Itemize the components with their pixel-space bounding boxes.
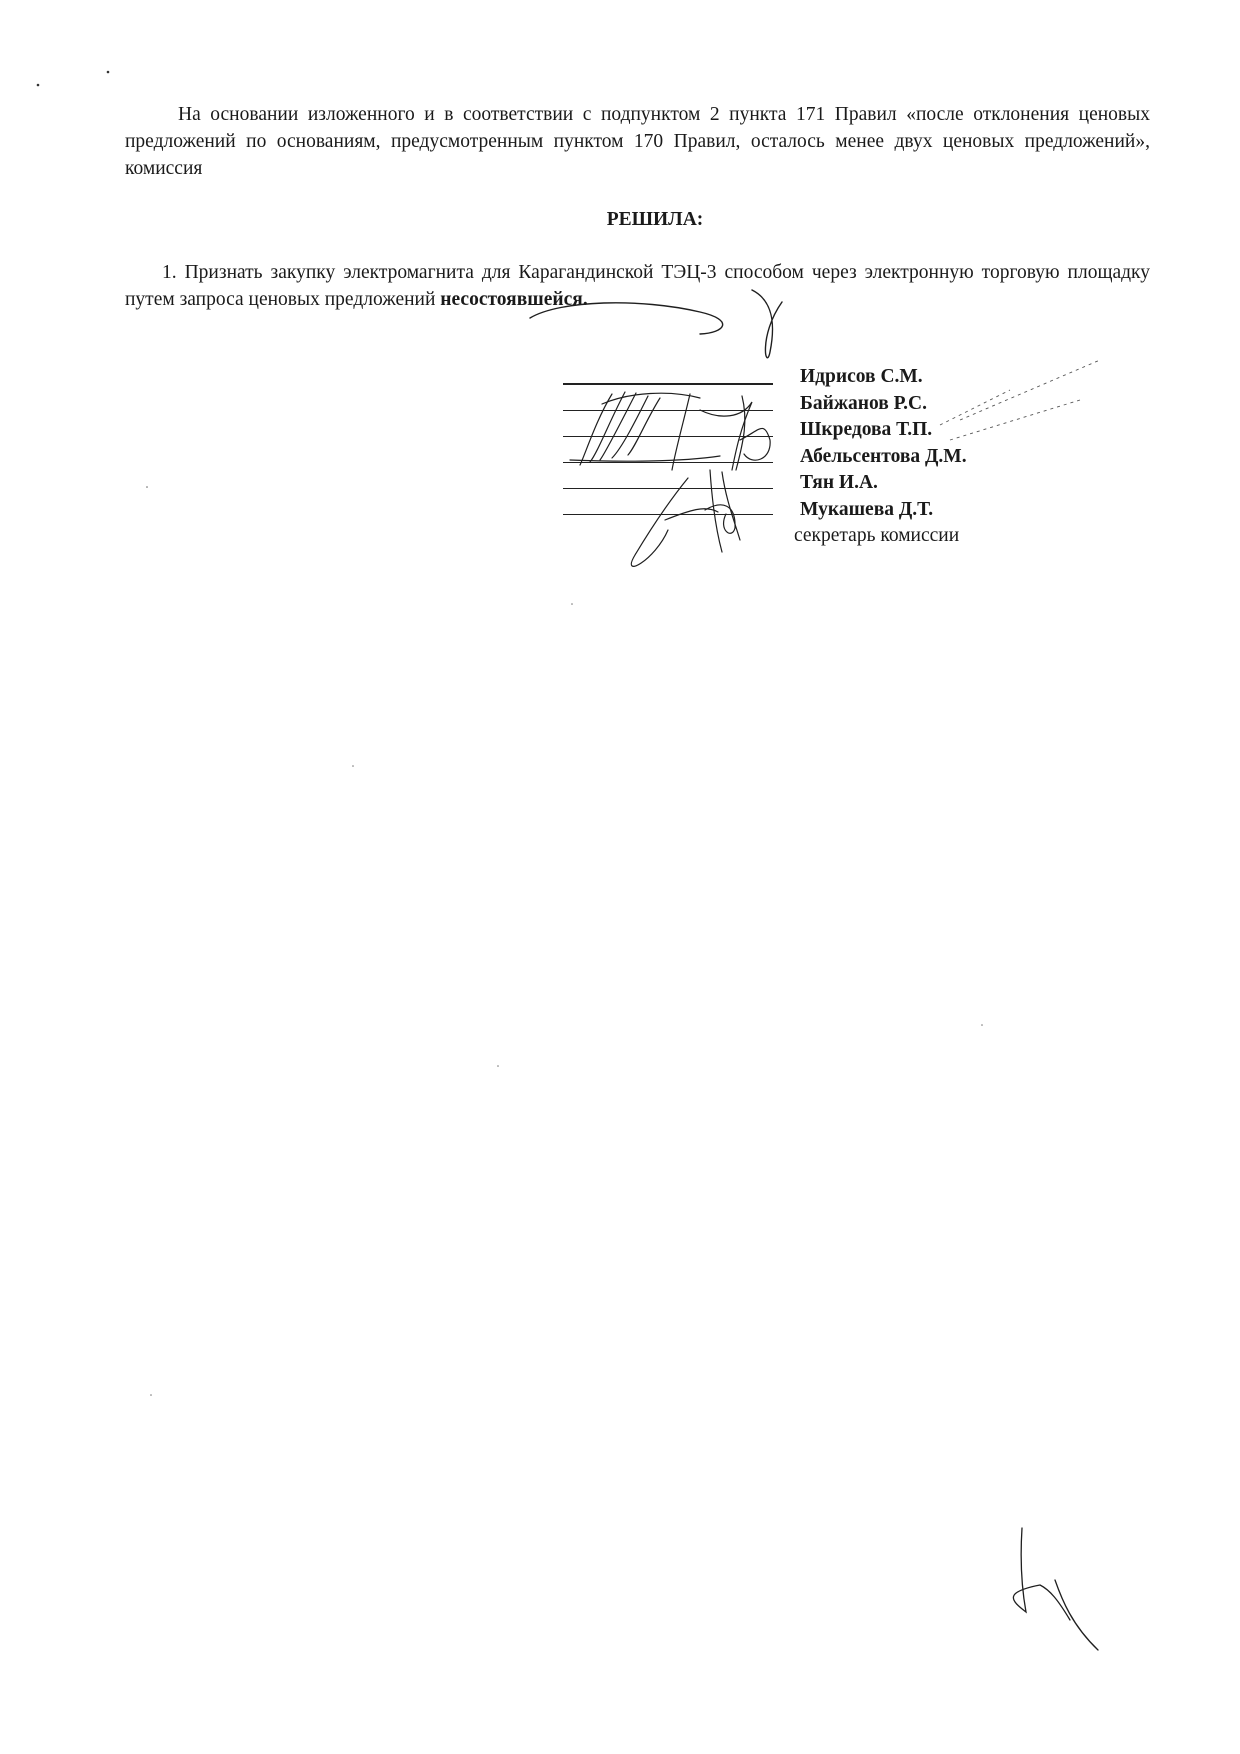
- signature-line: [563, 514, 773, 515]
- scan-speck: [571, 603, 573, 605]
- intro-paragraph: На основании изложенного и в соответствии с подпунктом 2 пункта 171 Правил «после отклонения ценовых предложений по основаниям, предусмотренным пунктом 170 Правил, осталось менее двух ценовых предложений», комиссия: [125, 104, 1150, 179]
- scan-speck: [37, 84, 40, 87]
- scan-speck: [150, 1394, 152, 1396]
- signature-line: [563, 410, 773, 411]
- decision-heading: РЕШИЛА:: [606, 209, 704, 230]
- signatory-name: Абельсентова Д.М.: [800, 445, 967, 467]
- signatory-name: Тян И.А.: [800, 472, 878, 493]
- page-initials: [1013, 1528, 1098, 1650]
- signature-line: [563, 383, 773, 385]
- decision-item-1-text: 1. Признать закупку электромагнита для Карагандинской ТЭЦ-3 способом через электронную торговую площадку путем запроса ценовых предложений: [125, 262, 1150, 310]
- scan-speck: [107, 71, 110, 74]
- signatory-name: Идрисов С.М.: [800, 366, 923, 387]
- signatory-name: Байжанов Р.С.: [800, 392, 927, 414]
- decision-item-1-emphasis: несостоявшейся.: [440, 289, 588, 310]
- decision-item-1: [125, 259, 1150, 313]
- signatory-list: [794, 364, 967, 550]
- scan-speck: [146, 486, 148, 488]
- scan-speck: [352, 765, 354, 767]
- signature-lines: [563, 383, 773, 540]
- scan-speck: [981, 1024, 983, 1026]
- signature-line: [563, 436, 773, 437]
- signatory-name: Мукашева Д.Т.: [800, 498, 934, 520]
- secretary-role: секретарь комиссии: [794, 525, 960, 546]
- scan-speck: [497, 1065, 499, 1067]
- signatory-name: Шкредова Т.П.: [800, 419, 933, 440]
- signature-line: [563, 488, 773, 489]
- signature-line: [563, 462, 773, 463]
